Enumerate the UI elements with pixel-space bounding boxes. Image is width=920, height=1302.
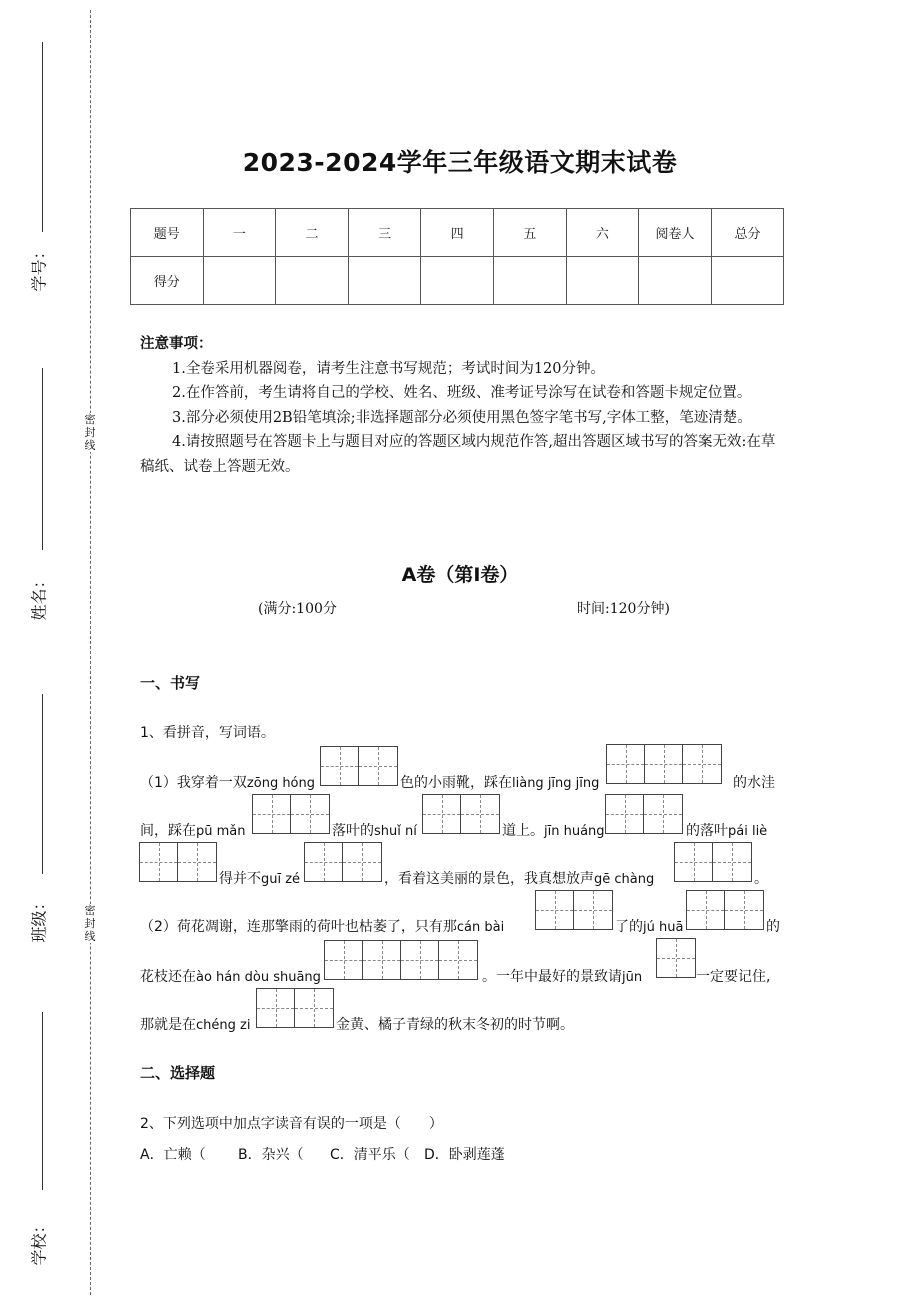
- header-cell: 一: [203, 209, 276, 257]
- answer-grid-pailie[interactable]: [139, 842, 217, 882]
- school-label: 学校：: [29, 1217, 49, 1266]
- header-cell: 阅卷人: [639, 209, 712, 257]
- text: 了的: [615, 919, 643, 935]
- score-cell[interactable]: [348, 257, 421, 305]
- pinyin: liàng jīng jīng: [512, 776, 600, 791]
- volume-title: A卷（第Ⅰ卷）: [401, 564, 519, 586]
- header-cell: 四: [421, 209, 494, 257]
- header-cell: 总分: [711, 209, 784, 257]
- q1-line-3: [219, 868, 300, 888]
- header-cell: 五: [493, 209, 566, 257]
- score-cell[interactable]: [203, 257, 276, 305]
- score-table: [130, 208, 784, 305]
- score-cell[interactable]: [566, 257, 639, 305]
- note-item: 2.在作答前，考生请将自己的学校、姓名、班级、准考证号涂写在试卷和答题卡规定位置。: [172, 385, 752, 401]
- student-id-line: [42, 42, 43, 232]
- q1-stem: 1、看拼音，写词语。: [140, 725, 275, 741]
- q1-line-6: [140, 1014, 250, 1034]
- answer-grid-gechang[interactable]: [674, 842, 752, 882]
- q2-option-d[interactable]: D．卧剥莲蓬: [424, 1147, 505, 1163]
- text: 金黄、橘子青绿的秋末冬初的时节啊。: [336, 1017, 574, 1033]
- text: 色的小雨靴，踩在: [400, 775, 512, 791]
- text: 的: [766, 919, 780, 935]
- pinyin: jú huā: [643, 920, 684, 935]
- name-label: 姓名：: [29, 572, 49, 621]
- section2-title: 二、选择题: [140, 1064, 216, 1082]
- class-line: [42, 694, 43, 874]
- text: （2）荷花凋谢，连那擎雨的荷叶也枯萎了，只有那: [140, 919, 457, 935]
- pinyin: pái liè: [728, 824, 768, 839]
- answer-grid-shuini[interactable]: [422, 794, 500, 834]
- full-score: (满分:100分: [258, 601, 337, 617]
- q1-line-2d: [686, 820, 767, 840]
- answer-grid-chengzi[interactable]: [256, 988, 334, 1028]
- score-cell[interactable]: [493, 257, 566, 305]
- answer-grid-jinhuang[interactable]: [605, 794, 683, 834]
- q1-line-2: [140, 820, 246, 840]
- answer-grid-jun[interactable]: [656, 938, 696, 978]
- notes-heading: 注意事项：: [140, 335, 213, 352]
- score-cell[interactable]: [711, 257, 784, 305]
- q1-line-5: [140, 966, 321, 986]
- seal-text-top: 密封线: [84, 413, 96, 452]
- class-label: 班级：: [29, 894, 49, 943]
- text: 。一年中最好的景致请: [482, 969, 622, 985]
- text: 的落叶: [686, 823, 728, 839]
- answer-grid-aohandoushuang[interactable]: [324, 940, 478, 980]
- pinyin: guī zé: [261, 872, 301, 887]
- score-cell[interactable]: [421, 257, 494, 305]
- text: ，看着这美丽的景色，我真想放声: [384, 871, 594, 887]
- score-table-header-row: [131, 209, 784, 257]
- text: 落叶的: [332, 823, 374, 839]
- q2-option-a[interactable]: A．亡赖（: [140, 1147, 206, 1163]
- answer-grid-liangjingjing[interactable]: [606, 744, 722, 784]
- header-cell: 二: [276, 209, 349, 257]
- text: 的水洼: [733, 775, 775, 791]
- q1-line-4: [140, 916, 504, 936]
- exam-title: 2023-2024学年三年级语文期末试卷: [242, 148, 678, 177]
- pinyin: cán bài: [456, 920, 505, 935]
- pinyin: jīn huáng: [544, 824, 605, 839]
- score-cell[interactable]: [639, 257, 712, 305]
- school-line: [42, 1012, 43, 1190]
- text: 道上。: [502, 823, 544, 839]
- note-item: 1.全卷采用机器阅卷，请考生注意书写规范；考试时间为120分钟。: [172, 360, 606, 377]
- exam-time: 时间:120分钟): [577, 601, 670, 617]
- q2-stem: 2、下列选项中加点字读音有误的一项是（ ）: [140, 1116, 443, 1132]
- text: 那就是在: [140, 1017, 196, 1033]
- pinyin: ào hán dòu shuāng: [196, 970, 321, 985]
- answer-grid-puman[interactable]: [252, 794, 330, 834]
- q2-option-c[interactable]: C．清平乐（: [330, 1147, 410, 1163]
- answer-grid-zonghong[interactable]: [320, 746, 398, 786]
- q1-line-1b: [400, 772, 599, 792]
- answer-grid-guize[interactable]: [304, 842, 382, 882]
- score-cell[interactable]: [276, 257, 349, 305]
- q1-line-5b: [482, 966, 642, 986]
- text: 间，踩在: [140, 823, 196, 839]
- text: 花枝还在: [140, 969, 196, 985]
- pinyin: jūn: [622, 970, 643, 985]
- section1-title: 一、书写: [140, 674, 201, 692]
- q1-line-2b: [332, 820, 417, 840]
- pinyin: pū mǎn: [196, 824, 246, 839]
- answer-grid-juhua[interactable]: [686, 890, 764, 930]
- student-id-label: 学号：: [29, 243, 49, 292]
- seal-dashed-line: [90, 10, 91, 1295]
- q1-line-3b: [384, 868, 654, 888]
- notes-block: [140, 332, 785, 479]
- score-table-score-row: [131, 257, 784, 305]
- text: 一定要记住,: [696, 969, 771, 985]
- pinyin: chéng zi: [196, 1018, 251, 1033]
- text: （1）我穿着一双: [140, 775, 247, 791]
- q1-line-4b: [615, 916, 683, 936]
- note-item: 3.部分必须使用2B铅笔填涂;非选择题部分必须使用黑色签字笔书写,字体工整，笔迹清楚。: [172, 409, 752, 426]
- seal-text-bottom: 密封线: [84, 904, 96, 943]
- answer-grid-canbai[interactable]: [535, 890, 613, 930]
- q1-line-2c: [502, 820, 605, 840]
- text: 得并不: [219, 871, 261, 887]
- note-item: 4.请按照题号在答题卡上与题目对应的答题区域内规范作答,超出答题区域书写的答案无效:在草稿纸、试卷上答题无效。: [140, 434, 776, 475]
- text: 。: [754, 871, 768, 887]
- q2-option-b[interactable]: B．杂兴（: [238, 1147, 304, 1163]
- header-cell: 题号: [131, 209, 204, 257]
- header-cell: 六: [566, 209, 639, 257]
- pinyin: zōng hóng: [246, 776, 316, 791]
- pinyin: shuǐ ní: [374, 824, 417, 839]
- q1-line-1: [140, 772, 315, 792]
- header-cell: 三: [348, 209, 421, 257]
- name-line: [42, 368, 43, 550]
- pinyin: gē chàng: [594, 872, 655, 887]
- row-label-cell: 得分: [131, 257, 204, 305]
